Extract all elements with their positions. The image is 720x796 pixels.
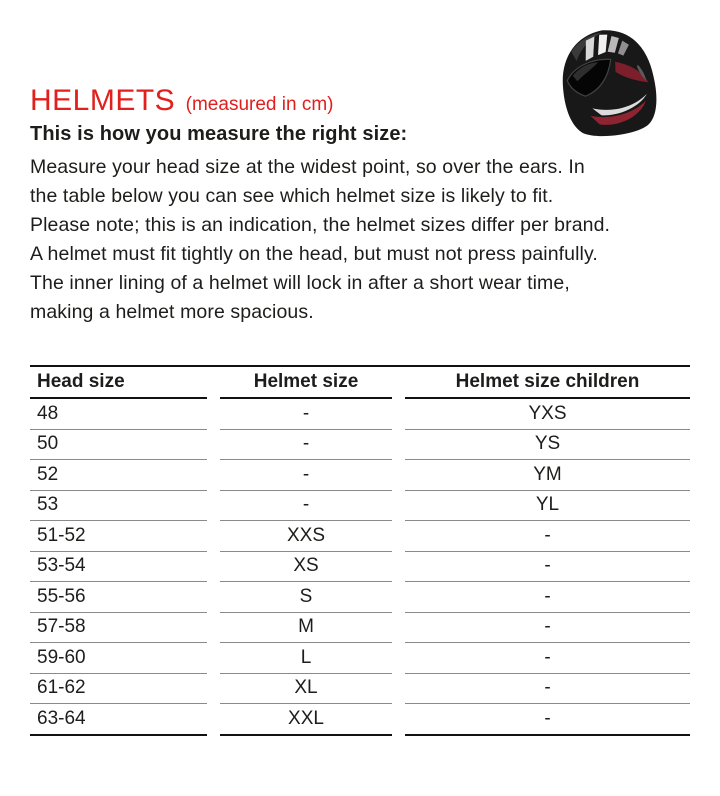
- cell-helmet-size: XL: [220, 674, 392, 705]
- cell-helmet-size-children: -: [405, 582, 690, 613]
- cell-helmet-size-children: YM: [405, 460, 690, 491]
- cell-head-size: 48: [30, 399, 207, 430]
- table-row: [30, 613, 690, 644]
- helmet-size-table: [30, 365, 690, 736]
- page-title-text: HELMETS: [30, 84, 176, 117]
- cell-helmet-size: -: [220, 399, 392, 430]
- helmet-photo: [556, 25, 660, 141]
- table-grid: [30, 367, 690, 399]
- cell-head-size: 61-62: [30, 674, 207, 705]
- cell-helmet-size-children: -: [405, 521, 690, 552]
- cell-helmet-size-children: YS: [405, 430, 690, 461]
- page-title-suffix: (measured in cm): [185, 94, 334, 115]
- cell-helmet-size-children: YXS: [405, 399, 690, 430]
- table-row: [30, 704, 690, 736]
- cell-helmet-size: M: [220, 613, 392, 644]
- intro-line: A helmet must fit tightly on the head, but must not press painfully.: [30, 243, 598, 265]
- table-row: [30, 521, 690, 552]
- intro-line: making a helmet more spacious.: [30, 301, 314, 323]
- full-face-helmet-icon: [556, 25, 660, 141]
- cell-head-size: 50: [30, 430, 207, 461]
- intro-paragraph: [30, 153, 690, 327]
- cell-helmet-size: XXL: [220, 704, 392, 736]
- table-row: [30, 643, 690, 674]
- table-row: [30, 674, 690, 705]
- table-row: [30, 582, 690, 613]
- section-subtitle: This is how you measure the right size:: [30, 123, 408, 145]
- column-header-helmet-size-children: Helmet size children: [405, 367, 690, 399]
- table-row: [30, 491, 690, 522]
- cell-helmet-size-children: -: [405, 552, 690, 583]
- catalog-page: [30, 84, 690, 729]
- cell-helmet-size-children: -: [405, 674, 690, 705]
- cell-head-size: 57-58: [30, 613, 207, 644]
- cell-helmet-size: -: [220, 491, 392, 522]
- cell-helmet-size: -: [220, 430, 392, 461]
- cell-helmet-size: XXS: [220, 521, 392, 552]
- cell-head-size: 59-60: [30, 643, 207, 674]
- intro-line: Please note; this is an indication, the helmet sizes differ per brand.: [30, 214, 611, 236]
- cell-helmet-size: S: [220, 582, 392, 613]
- table-row: [30, 399, 690, 430]
- table-row: [30, 552, 690, 583]
- cell-head-size: 53-54: [30, 552, 207, 583]
- cell-helmet-size-children: -: [405, 704, 690, 736]
- cell-helmet-size: -: [220, 460, 392, 491]
- intro-line: Measure your head size at the widest point, so over the ears. In: [30, 156, 585, 178]
- intro-line: The inner lining of a helmet will lock in after a short wear time,: [30, 272, 570, 294]
- cell-helmet-size-children: YL: [405, 491, 690, 522]
- cell-helmet-size-children: -: [405, 613, 690, 644]
- column-header-helmet-size: Helmet size: [220, 367, 392, 399]
- cell-head-size: 51-52: [30, 521, 207, 552]
- table-row: [30, 460, 690, 491]
- column-header-head-size: Head size: [30, 367, 207, 399]
- cell-head-size: 53: [30, 491, 207, 522]
- cell-head-size: 63-64: [30, 704, 207, 736]
- cell-helmet-size: L: [220, 643, 392, 674]
- cell-head-size: 52: [30, 460, 207, 491]
- cell-helmet-size: XS: [220, 552, 392, 583]
- table-row: [30, 430, 690, 461]
- intro-line: the table below you can see which helmet size is likely to fit.: [30, 185, 554, 207]
- cell-head-size: 55-56: [30, 582, 207, 613]
- cell-helmet-size-children: -: [405, 643, 690, 674]
